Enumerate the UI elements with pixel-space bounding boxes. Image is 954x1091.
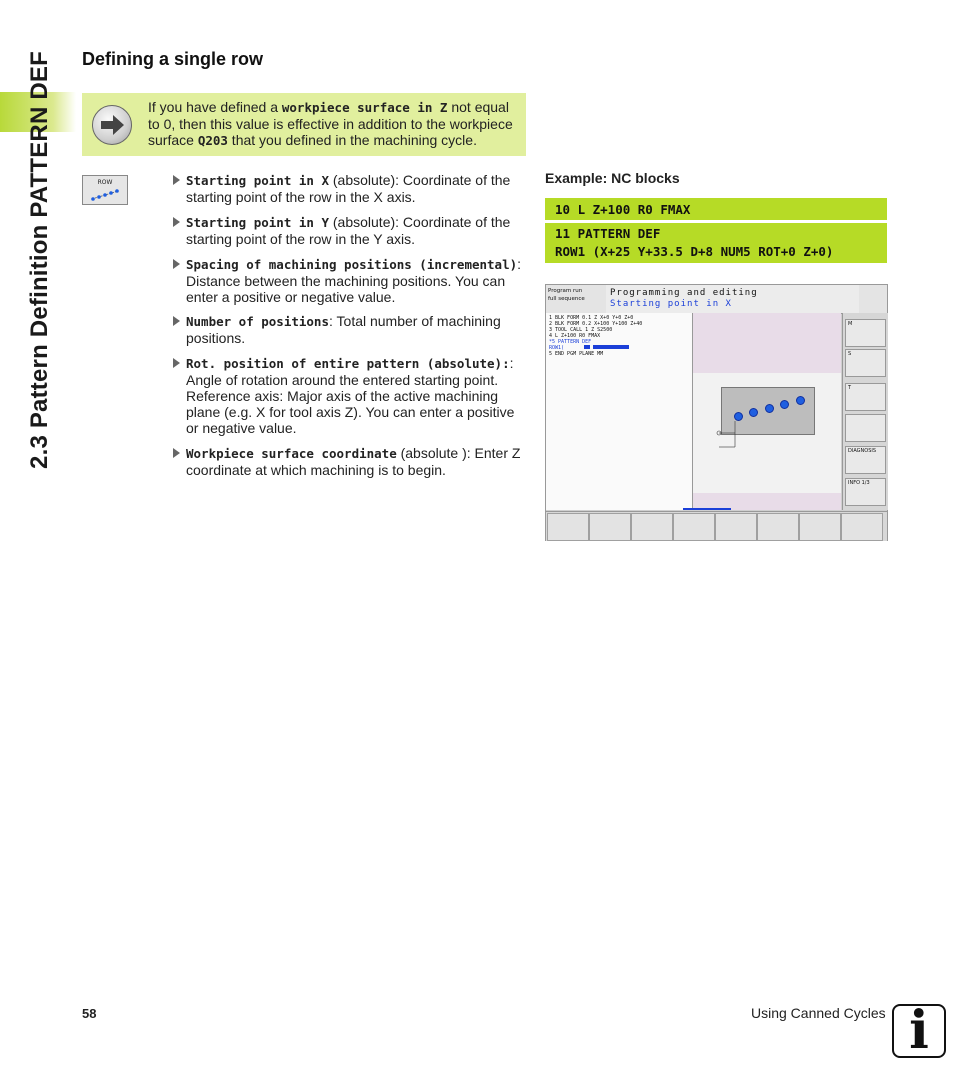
bullet-triangle-icon	[173, 217, 180, 227]
vertical-softkeys	[842, 313, 888, 510]
mode-full-sequence: full sequence	[548, 296, 585, 302]
softkey-6[interactable]	[757, 513, 799, 541]
softkey-8[interactable]	[841, 513, 883, 541]
screen-header	[546, 285, 887, 314]
softkey-diagnosis[interactable]: DIAGNOSIS	[845, 446, 886, 474]
arrow-right-icon	[92, 105, 132, 145]
help-graphic	[693, 313, 841, 510]
softkey-2[interactable]	[589, 513, 631, 541]
nc-line-3: ROW1 (X+25 Y+33.5 D+8 NUM5 ROT+0 Z+0)	[555, 244, 834, 259]
softkey-info[interactable]: INFO 1/3	[845, 478, 886, 506]
screen-subtitle: Starting point in X	[610, 299, 732, 309]
bullet-triangle-icon	[173, 316, 180, 326]
program-listing	[546, 313, 693, 510]
bullet-triangle-icon	[173, 175, 180, 185]
info-icon-glyph: i	[909, 1000, 929, 1061]
nc-line-2: 11 PATTERN DEF	[555, 226, 661, 241]
nc-block-11	[545, 223, 887, 263]
nc-block-10	[545, 198, 887, 220]
softkey-m[interactable]: M	[845, 319, 886, 347]
section-heading: Defining a single row	[82, 49, 264, 69]
nc-line-1: 10 L Z+100 R0 FMAX	[555, 202, 691, 217]
program-line: 2 BLK FORM 0.2 X+100 Y+100 Z+40	[549, 321, 643, 327]
bullet-triangle-icon	[173, 259, 180, 269]
param-starting-point-y: Starting point in Y (absolute): Coordinate of the starting point of the row in the Y axis.	[172, 214, 524, 247]
program-line-current: ROW1(	[549, 345, 565, 351]
bullet-triangle-icon	[173, 448, 180, 458]
control-screenshot	[545, 284, 888, 541]
note-text: If you have defined a workpiece surface in Z not equal to 0, then this value is effective in addition to the workpiece surface Q203 that you defined in the machining cycle.	[148, 99, 513, 148]
input-highlight	[593, 345, 629, 349]
row-softkey-label: ROW	[97, 179, 113, 186]
softkey-4[interactable]	[673, 513, 715, 541]
footer-title: Using Canned Cycles	[751, 1005, 886, 1021]
program-line: *5 PATTERN DEF	[549, 339, 592, 345]
info-icon	[892, 1000, 946, 1061]
program-line: 4 L Z+100 R0 FMAX	[549, 333, 601, 339]
softkey-blank[interactable]	[845, 414, 886, 442]
screen-title-area	[606, 285, 859, 313]
program-line: 5 END PGM PLANE MM	[549, 351, 604, 357]
scroll-indicator	[683, 508, 731, 510]
param-rotation: Rot. position of entire pattern (absolute):: Angle of rotation around the entered starting point. Reference axis: Major axis of the active machining plane (e.g. X for tool axis Z). You can enter a positive or negative value.	[172, 355, 524, 436]
softkey-3[interactable]	[631, 513, 673, 541]
chapter-side-title-text: 2.3 Pattern Definition PATTERN DEF	[26, 51, 53, 469]
softkey-s[interactable]: S	[845, 349, 886, 377]
param-workpiece-surface: Workpiece surface coordinate (absolute ): Enter Z coordinate at which machining is to begin.	[172, 445, 524, 478]
chapter-side-title	[20, 40, 60, 480]
screen-title: Programming and editing	[610, 288, 758, 298]
page-number: 58	[82, 1006, 97, 1021]
softkey-1[interactable]	[547, 513, 589, 541]
horizontal-softkeys	[546, 511, 887, 541]
param-number-of-positions: Number of positions: Total number of machining positions.	[172, 313, 524, 346]
example-label: Example: NC blocks	[545, 170, 680, 186]
help-graphic-panel	[693, 373, 841, 493]
program-line: 3 TOOL CALL 1 Z S2500	[549, 327, 613, 333]
softkey-5[interactable]	[715, 513, 757, 541]
softkey-7[interactable]	[799, 513, 841, 541]
input-cursor	[584, 345, 590, 349]
param-spacing: Spacing of machining positions (incremental): Distance between the machining positions. You can enter a positive or negative value.	[172, 256, 524, 305]
program-line: 1 BLK FORM 0.1 Z X+0 Y+0 Z+0	[549, 315, 634, 321]
bullet-triangle-icon	[173, 358, 180, 368]
row-softkey-icon	[82, 175, 128, 205]
param-starting-point-x: Starting point in X (absolute): Coordinate of the starting point of the row in the X axis.	[172, 172, 524, 205]
mode-program-run: Program run	[548, 288, 583, 294]
softkey-t[interactable]: T	[845, 383, 886, 411]
